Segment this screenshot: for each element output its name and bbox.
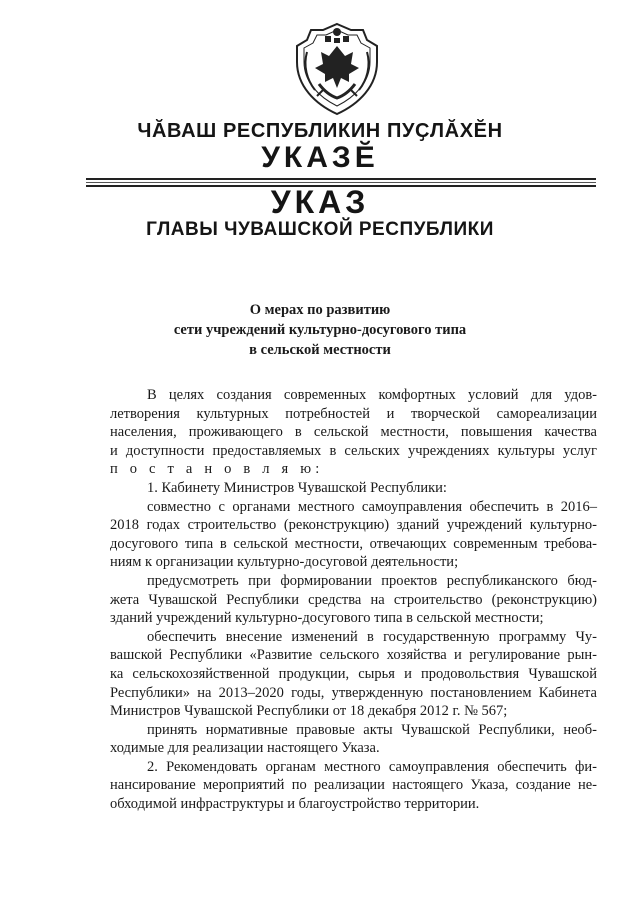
decree-body	[110, 386, 597, 814]
body-line: совместно с органами местного самоуправления обеспечить в 2016–	[147, 498, 597, 515]
header-chuvash-line: ЧĂВАШ РЕСПУБЛИКИН ПУҪЛĂХĔН	[137, 120, 503, 142]
coat-of-arms-emblem	[293, 22, 381, 116]
decree-title-line: О мерах по развитию	[249, 302, 391, 318]
body-line: обеспечить внесение изменений в государственную программу Чу-	[147, 628, 597, 645]
body-line: и доступности предоставляемых в сельских учреждениях культуры услуг	[110, 442, 597, 459]
body-line-postanovlyayu: п о с т а н о в л я ю:	[110, 461, 324, 478]
decree-title-line: сети учреждений культурно-досугового типа	[173, 322, 467, 338]
body-line: Республики» на 2013–2020 годы, утвержденную постановлением Кабинета	[110, 684, 597, 701]
header-ukaz: УКАЗ	[270, 184, 370, 220]
decree-title-line: в сельской местности	[249, 342, 391, 358]
body-line: ходимые для реализации настоящего Указа.	[110, 740, 380, 757]
body-line: 2018 годах строительство (реконструкцию) зданий учреждений культурно-	[110, 517, 597, 534]
body-line: ниям к организации культурно-досуговой деятельности;	[110, 554, 459, 571]
header-rule-middle	[86, 182, 596, 183]
body-line: ка сельскохозяйственной продукции, сырья и продовольствия Чувашской	[110, 665, 597, 682]
body-line: В целях создания современных комфортных условий для удов-	[147, 387, 597, 403]
body-line: нансирование мероприятий по реализации настоящего Указа, создание не-	[110, 777, 597, 794]
header-chuvash-ukaze: УКАЗĔ	[261, 141, 379, 174]
body-line: досугового типа в сельской местности, отвечающих современным требова-	[110, 535, 597, 552]
header-rule-top	[86, 178, 596, 180]
header-glavy: ГЛАВЫ ЧУВАШСКОЙ РЕСПУБЛИКИ	[146, 219, 494, 240]
body-line: предусмотреть при формировании проектов республиканского бюд-	[147, 572, 597, 589]
body-line: жета Чувашской Республики средства на строительство (реконструкцию)	[110, 591, 597, 608]
body-line: 1. Кабинету Министров Чувашской Республики:	[147, 479, 447, 496]
body-line: населения, проживающего в сельской местности, повышения качества	[110, 424, 597, 441]
body-line: летворения культурных потребностей и творческой самореализации	[110, 405, 597, 422]
body-line: зданий учреждений культурно-досугового типа в сельской местности;	[110, 610, 544, 627]
body-line: 2. Рекомендовать органам местного самоуправления обеспечить фи-	[147, 758, 597, 775]
decree-title	[0, 300, 640, 360]
body-line: Министров Чувашской Республики от 18 декабря 2012 г. № 567;	[110, 703, 508, 720]
body-line: обходимой инфраструктуры и благоустройство территории.	[110, 796, 480, 813]
body-line: принять нормативные правовые акты Чувашской Республики, необ-	[147, 721, 597, 738]
body-line: вашской Республики «Развитие сельского хозяйства и регулирование рын-	[110, 647, 597, 664]
